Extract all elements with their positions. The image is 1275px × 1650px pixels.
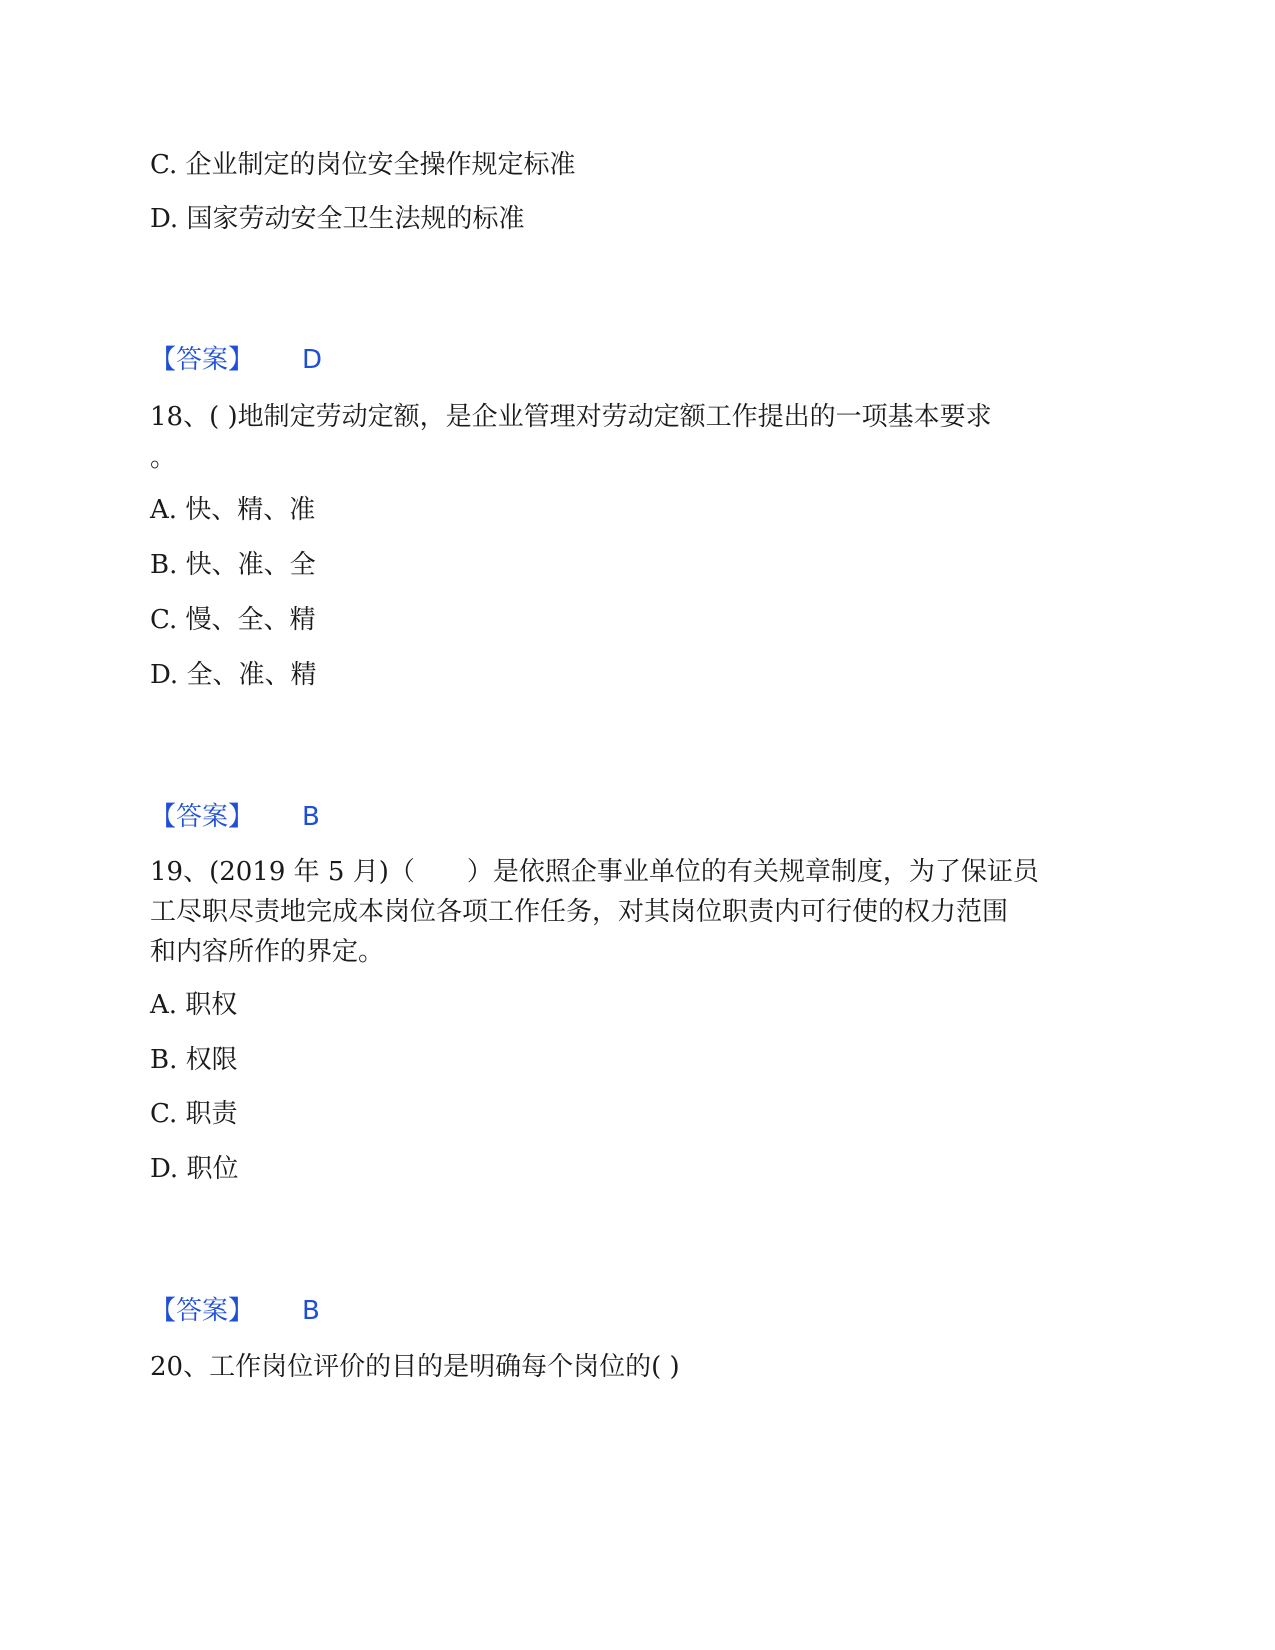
q18-option-c: C. 慢、全、精 [150, 605, 316, 635]
q18-stem-line1: 18、( )地制定劳动定额，是企业管理对劳动定额工作提出的一项基本要求 [150, 402, 992, 432]
q17-option-d: D. 国家劳动安全卫生法规的标准 [150, 204, 525, 234]
q19-stem-line3: 和内容所作的界定。 [150, 937, 385, 967]
q18-option-a: A. 快、精、准 [150, 495, 316, 525]
q19-option-a: A. 职权 [150, 990, 238, 1020]
q19-stem-line1: 19、(2019 年 5 月)（ ）是依照企事业单位的有关规章制度，为了保证员 [150, 857, 1039, 887]
q18-option-b: B. 快、准、全 [150, 550, 316, 580]
q17-option-c: C. 企业制定的岗位安全操作规定标准 [150, 150, 576, 180]
q19-stem-line2: 工尽职尽责地完成本岗位各项工作任务，对其岗位职责内可行使的权力范围 [150, 897, 1009, 927]
q17-answer [150, 343, 322, 377]
answer-key: B [302, 802, 320, 832]
answer-key: B [302, 1296, 320, 1326]
q19-option-b: B. 权限 [150, 1045, 238, 1075]
answer-label: 【答案】 [150, 802, 255, 832]
q19-option-c: C. 职责 [150, 1099, 238, 1129]
q19-answer [150, 1294, 320, 1328]
answer-key: D [302, 345, 323, 375]
q18-option-d: D. 全、准、精 [150, 660, 317, 690]
q18-answer [150, 800, 320, 834]
answer-label: 【答案】 [150, 1296, 255, 1326]
q20-stem-line1: 20、工作岗位评价的目的是明确每个岗位的( ) [150, 1352, 680, 1382]
q18-stem-line2: 。 [150, 443, 177, 473]
answer-label: 【答案】 [150, 345, 255, 375]
q19-option-d: D. 职位 [150, 1154, 239, 1184]
